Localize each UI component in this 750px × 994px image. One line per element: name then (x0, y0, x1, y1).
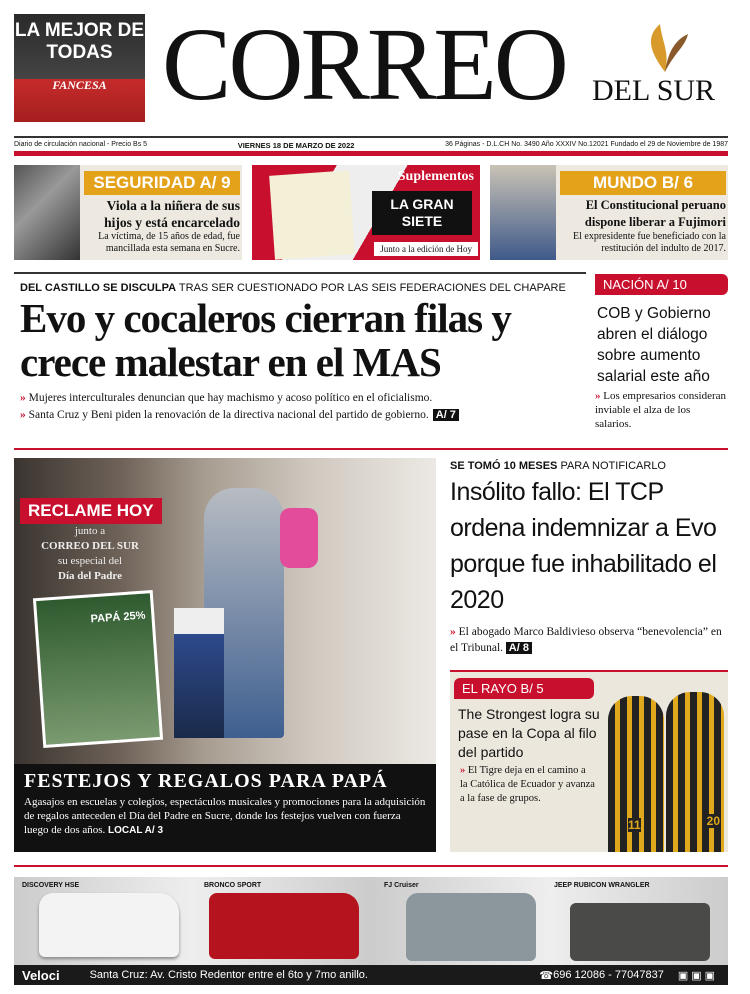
red-divider (14, 151, 728, 156)
section-tag: MUNDO B/ 6 (560, 171, 726, 195)
page-ref: A/ 8 (506, 642, 532, 654)
veloci-ad[interactable] (14, 877, 728, 985)
teaser-seguridad[interactable] (14, 165, 242, 260)
info-bar (14, 136, 728, 152)
lead-headline: Evo y cocaleros cierran filas y crece malestar en el MAS (20, 295, 511, 385)
phone-icon: ☎ (539, 969, 554, 982)
supplement-note: Junto a la edición de Hoy (374, 242, 478, 256)
player-figure (608, 696, 664, 852)
issue-date: VIERNES 18 DE MARZO DE 2022 (237, 141, 355, 150)
promo-text (28, 524, 152, 584)
section-divider (14, 865, 728, 867)
sport-headline: The Strongest logra su pase en la Copa al filo del partido (458, 706, 600, 760)
promo-line: Día del Padre (58, 570, 122, 582)
lead-kicker: TRAS SER CUESTIONADO POR LAS SEIS FEDERACIONES DEL CHAPARE (178, 282, 566, 294)
nacion-bullet: » Los empresarios consideran inviable el alza de los salarios. (595, 389, 728, 431)
promo-tag: RECLAME HOY (20, 498, 162, 524)
page-ref: A/ 7 (433, 409, 459, 421)
backpack (280, 508, 318, 568)
fancesa-promo[interactable] (14, 14, 145, 122)
tcp-bullet: » El abogado Marco Baldivieso observa “benevolencia” en el Tribunal. (450, 626, 722, 654)
car-grey (406, 893, 536, 961)
tcp-kicker: PARA NOTIFICARLO (560, 460, 666, 472)
supplements-label: Suplementos (397, 169, 474, 184)
teaser-summary: El expresidente fue beneficiado con la restitución del indulto de 2017. (573, 231, 726, 254)
car-model-label: FJ Cruiser (384, 882, 419, 889)
promo-line: su especial del (57, 555, 123, 567)
section-tag: SEGURIDAD A/ 9 (84, 171, 240, 195)
insert-title: PAPÁ 25% (90, 609, 146, 626)
car-model-label: DISCOVERY HSE (22, 882, 80, 889)
veloci-logo: Veloci (22, 967, 60, 983)
teaser-image (14, 165, 80, 260)
teaser-headline: Viola a la niñera de sus hijos y está encarcelado (104, 198, 240, 230)
section-tag: EL RAYO B/ 5 (454, 678, 594, 699)
child-figure (174, 608, 224, 738)
leaf-logo-icon (640, 22, 690, 74)
info-left: Diario de circulación nacional - Precio Bs 5 (14, 141, 148, 148)
car-white (39, 893, 179, 957)
supplement-cover (269, 170, 355, 259)
tcp-story[interactable] (450, 460, 728, 656)
jersey-number: 20 (706, 814, 720, 828)
teaser-headline: El Constitucional peruano dispone liberar a Fujimori (584, 198, 726, 229)
lead-kicker-bold: DEL CASTILLO SE DISCULPA (20, 282, 177, 294)
promo-title: LA MEJOR DE TODAS (14, 20, 145, 63)
teaser-summary: La víctima, de 15 años de edad, fue mancillada esta semana en Sucre. (98, 231, 240, 254)
promo-line: junto a (74, 525, 106, 537)
lead-story[interactable] (14, 272, 586, 440)
page-ref: LOCAL A/ 3 (108, 825, 164, 836)
promo-line: CORREO DEL SUR (41, 540, 139, 552)
player-figure (666, 692, 724, 852)
nacion-headline: COB y Gobierno abren el diálogo sobre aumento salarial este año (597, 305, 711, 385)
teaser-image (490, 165, 556, 260)
ad-address: Santa Cruz: Av. Cristo Redentor entre el 6to y 7mo anillo. (89, 969, 368, 981)
photo-body: Agasajos en escuelas y colegios, espectáculos musicales y promociones para la adquisición de regalos anteceden el Día del Padre en Sucre, donde los festejos vuelven con fuerza luego de dos años. (24, 796, 426, 836)
info-right: 36 Páginas - D.L.CH No. 3490 Año XXXIV No.12021 Fundado el 29 de Noviembre de 1987 (445, 141, 728, 148)
tcp-headline: Insólito fallo: El TCP ordena indemnizar a Evo porque fue inhabilitado el 2020 (450, 478, 717, 614)
promo-brand: FANCESA (52, 78, 107, 92)
photo-headline: FESTEJOS Y REGALOS PARA PAPÁ (24, 770, 388, 792)
teaser-suplementos[interactable] (252, 165, 480, 260)
ad-phone: 696 12086 - 77047837 (553, 969, 664, 981)
car-model-label: JEEP RUBICON WRANGLER (554, 882, 650, 889)
section-tag: NACIÓN A/ 10 (595, 274, 728, 295)
teaser-mundo[interactable] (490, 165, 728, 260)
jersey-number: 11 (628, 818, 641, 832)
section-divider (14, 448, 728, 450)
supplement-title: LA GRAN SIETE (372, 191, 472, 235)
tcp-kicker-bold: SE TOMÓ 10 MESES (450, 460, 558, 472)
lead-bullet: » Mujeres interculturales denuncian que hay machismo y acoso político en el oficialismo. (20, 390, 580, 406)
logo[interactable]: CORREO (162, 7, 566, 122)
supplement-insert (33, 590, 163, 748)
fathers-day-photo[interactable] (14, 458, 436, 764)
car-black (570, 903, 710, 961)
car-red (209, 893, 359, 959)
nacion-story[interactable] (595, 274, 728, 431)
photo-caption[interactable] (14, 764, 436, 852)
lead-bullet: » Santa Cruz y Beni piden la renovación de la directiva nacional del partido de gobierno. (20, 409, 429, 421)
logo-subtitle: DEL SUR (592, 74, 716, 107)
social-icons: ▣▣▣ (677, 969, 718, 982)
sport-bullet: » El Tigre deja en el camino a la Católica de Ecuador y avanza a la fase de grupos. (460, 764, 595, 806)
car-model-label: BRONCO SPORT (204, 882, 262, 889)
sport-story[interactable] (450, 670, 728, 852)
